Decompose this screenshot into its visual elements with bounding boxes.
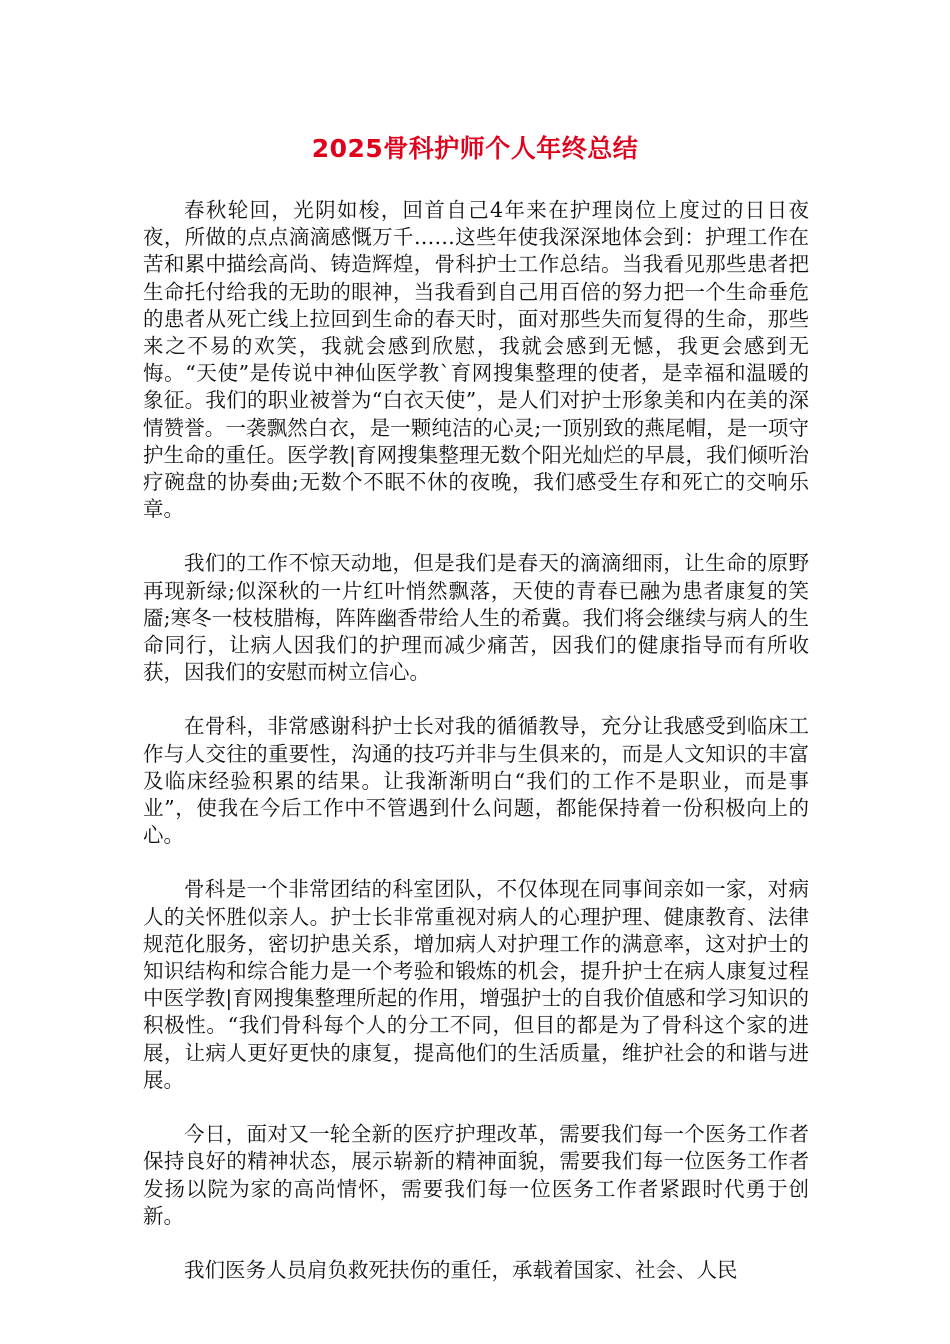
document-body: [143, 197, 809, 1311]
paragraph-5: 今日，面对又一轮全新的医疗护理改革，需要我们每一个医务工作者保持良好的精神状态，展示崭新的精神面貌，需要我们每一位医务工作者发扬以院为家的高尚情怀，需要我们每一位医务工作者紧跟时代勇于创新。: [143, 1122, 809, 1228]
document-title: 2025骨科护师个人年终总结: [311, 134, 639, 163]
paragraph-2: 我们的工作不惊天动地，但是我们是春天的滴滴细雨，让生命的原野再现新绿;似深秋的一片红叶悄然飘落，天使的青春已融为患者康复的笑靥;寒冬一枝枝腊梅，阵阵幽香带给人生的希冀。我们将会继续与病人的生命同行，让病人因我们的护理而减少痛苦，因我们的健康指导而有所收获，因我们的安慰而树立信心。: [143, 551, 809, 685]
paragraph-1: 春秋轮回，光阴如梭，回首自己4年来在护理岗位上度过的日日夜夜，所做的点点滴滴感慨万千……这些年使我深深地体会到：护理工作在苦和累中描绘高尚、铸造辉煌，骨科护士工作总结。当我看见那些患者把生命托付给我的无助的眼神，当我看到自己用百倍的努力把一个生命垂危的患者从死亡线上拉回到生命的春天时，面对那些失而复得的生命，那些来之不易的欢笑，我就会感到欣慰，我就会感到无憾，我更会感到无悔。“天使”是传说中神仙医学教`育网搜集整理的使者，是幸福和温暖的象征。我们的职业被誉为“白衣天使”，是人们对护士形象美和内在美的深情赞誉。一袭飘然白衣，是一颗纯洁的心灵;一顶别致的燕尾帽，是一项守护生命的重任。医学教|育网搜集整理无数个阳光灿烂的早晨，我们倾听治疗碗盘的协奏曲;无数个不眠不休的夜晚，我们感受生存和死亡的交响乐章。: [143, 198, 809, 522]
paragraph-3: 在骨科，非常感谢科护士长对我的循循教导，充分让我感受到临床工作与人交往的重要性，沟通的技巧并非与生俱来的，而是人文知识的丰富及临床经验积累的结果。让我渐渐明白“我们的工作不是职业，而是事业”，使我在今后工作中不管遇到什么问题，都能保持着一份积极向上的心。: [143, 714, 809, 848]
paragraph-6: 我们医务人员肩负救死扶伤的重任，承载着国家、社会、人民: [184, 1257, 738, 1282]
paragraph-4: 骨科是一个非常团结的科室团队，不仅体现在同事间亲如一家，对病人的关怀胜似亲人。护士长非常重视对病人的心理护理、健康教育、法律规范化服务，密切护患关系，增加病人对护理工作的满意率，这对护士的知识结构和综合能力是一个考验和锻炼的机会，提升护士在病人康复过程中医学教|育网搜集整理所起的作用，增强护士的自我价值感和学习知识的积极性。“我们骨科每个人的分工不同，但目的都是为了骨科这个家的进展，让病人更好更快的康复，提高他们的生活质量，维护社会的和谐与进展。: [143, 877, 809, 1092]
